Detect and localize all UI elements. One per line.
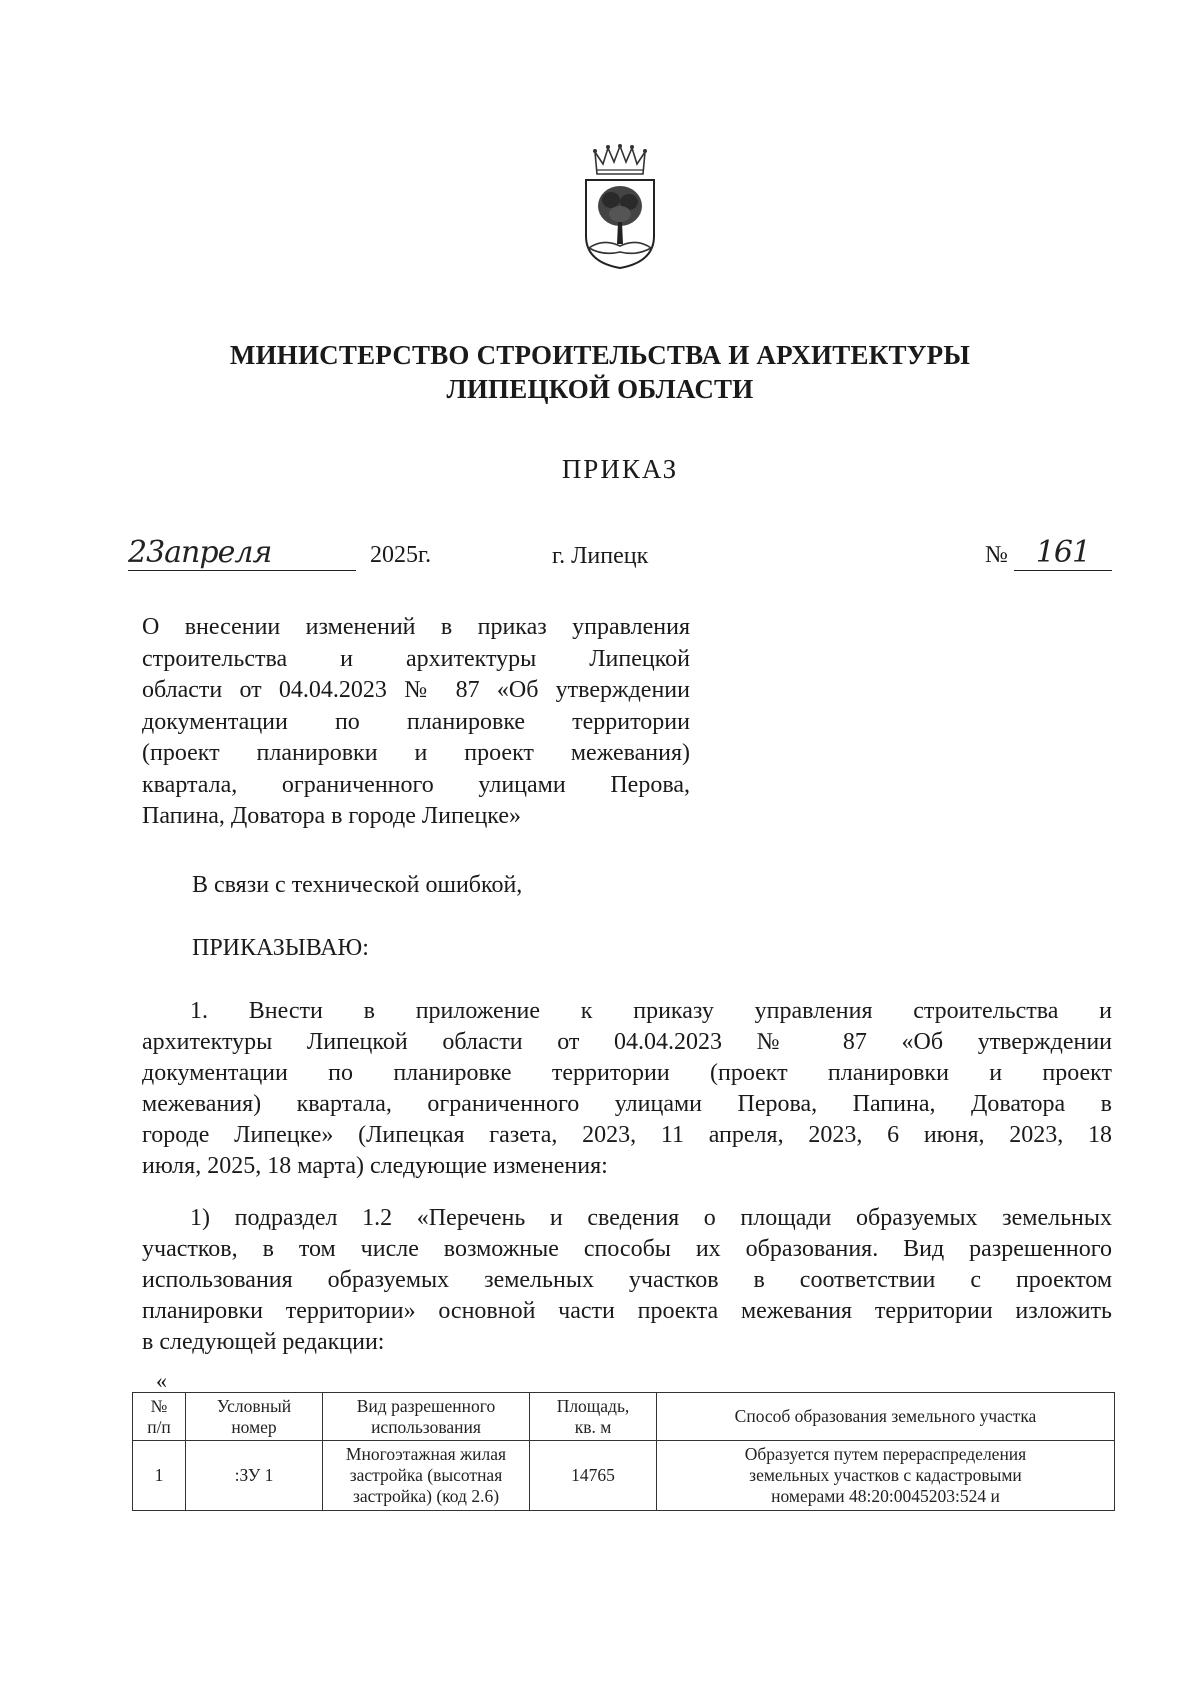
order-city: г. Липецк — [552, 543, 649, 569]
ministry-line-1: МИНИСТЕРСТВО СТРОИТЕЛЬСТВА И АРХИТЕКТУРЫ — [229, 340, 971, 370]
subject-line: области от 04.04.2023 № 87 «Об утверждении — [142, 677, 690, 703]
cell-cond: :ЗУ 1 — [186, 1441, 323, 1511]
number-label: № — [985, 542, 1008, 568]
subject-line: строительства и архитектуры Липецкой — [142, 645, 690, 672]
header-method: Способ образования земельного участка — [657, 1393, 1115, 1441]
handwritten-number: 161 — [1035, 535, 1091, 570]
header-num — [133, 1393, 186, 1441]
ministry-line-2: ЛИПЕЦКОЙ ОБЛАСТИ — [446, 374, 754, 404]
subitem-1-line: участков, в том числе возможные способы их образования. Вид разрешенного — [142, 1236, 1112, 1262]
cell-method-line-2: земельных участков с кадастровыми — [749, 1465, 1022, 1485]
cell-method — [657, 1441, 1115, 1511]
cell-num: 1 — [133, 1441, 186, 1511]
subject-line: Папина, Доватора в городе Липецке» — [142, 803, 522, 829]
item-1-line: межевания) квартала, ограниченного улицами Перова, Папина, Доватора в — [142, 1091, 1112, 1117]
cell-use-line-2: застройка (высотная — [349, 1465, 503, 1485]
item-1-line: архитектуры Липецкой области от 04.04.2023 № 87 «Об утверждении — [142, 1029, 1112, 1055]
item-1-line: документации по планировке территории (проект планировки и проект — [142, 1060, 1112, 1086]
cell-use — [323, 1441, 530, 1511]
header-num-line-2: п/п — [147, 1416, 171, 1437]
header-use-line-1: Вид разрешенного — [356, 1395, 496, 1416]
reason-text: В связи с технической ошибкой, — [192, 872, 523, 898]
cell-use-line-3: застройка) (код 2.6) — [352, 1486, 500, 1506]
order-word: ПРИКАЗЫВАЮ: — [192, 935, 369, 961]
item-1-line: июля, 2025, 18 марта) следующие изменения: — [142, 1153, 608, 1179]
cell-method-line-3: номерами 48:20:0045203:524 и — [771, 1486, 1000, 1506]
number-underline — [1014, 535, 1112, 571]
ministry-name — [0, 338, 1200, 406]
order-number — [985, 535, 1112, 571]
date-underline — [128, 535, 356, 571]
order-year: 2025г. — [370, 542, 432, 568]
table-header-row — [133, 1393, 1115, 1441]
subject-line: документации по планировке территории — [142, 708, 690, 735]
item-1-line: 1. Внести в приложение к приказу управления строительства и — [190, 998, 1112, 1024]
header-cond — [186, 1393, 323, 1441]
coat-of-arms-icon — [581, 144, 659, 270]
subitem-1-line: 1) подраздел 1.2 «Перечень и сведения о площади образуемых земельных — [190, 1205, 1112, 1231]
subject-line: (проект планировки и проект межевания) — [142, 740, 690, 766]
table-row — [133, 1441, 1115, 1511]
order-subject — [142, 612, 690, 833]
subitem-1 — [142, 1203, 1112, 1358]
subject-line: О внесении изменений в приказ управления — [142, 614, 690, 640]
handwritten-date: 23апреля — [128, 535, 272, 570]
cell-use-line-1: Многоэтажная жилая — [345, 1444, 507, 1464]
cell-method-line-1: Образуется путем перераспределения — [744, 1444, 1027, 1464]
header-area-line-1: Площадь, — [556, 1395, 630, 1416]
quote-open: « — [156, 1368, 167, 1393]
header-use-line-2: использования — [371, 1416, 481, 1437]
subitem-1-line: в следующей редакции: — [142, 1329, 385, 1355]
header-area — [530, 1393, 657, 1441]
item-1-line: городе Липецке» (Липецкая газета, 2023, 11 апреля, 2023, 6 июня, 2023, 18 — [142, 1122, 1112, 1148]
subitem-1-line: планировки территории» основной части проекта межевания территории изложить — [142, 1298, 1112, 1324]
header-num-line-1: № — [150, 1395, 168, 1416]
header-use — [323, 1393, 530, 1441]
subitem-1-line: использования образуемых земельных участков в соответствии с проектом — [142, 1267, 1112, 1293]
header-cond-line-2: номер — [231, 1416, 277, 1437]
land-plots-table — [132, 1392, 1115, 1511]
header-cond-line-1: Условный — [216, 1395, 292, 1416]
order-title: ПРИКАЗ — [561, 454, 679, 484]
header-area-line-2: кв. м — [574, 1416, 612, 1437]
item-1 — [142, 996, 1112, 1182]
subject-line: квартала, ограниченного улицами Перова, — [142, 771, 690, 798]
order-date — [128, 535, 431, 571]
cell-area: 14765 — [530, 1441, 657, 1511]
